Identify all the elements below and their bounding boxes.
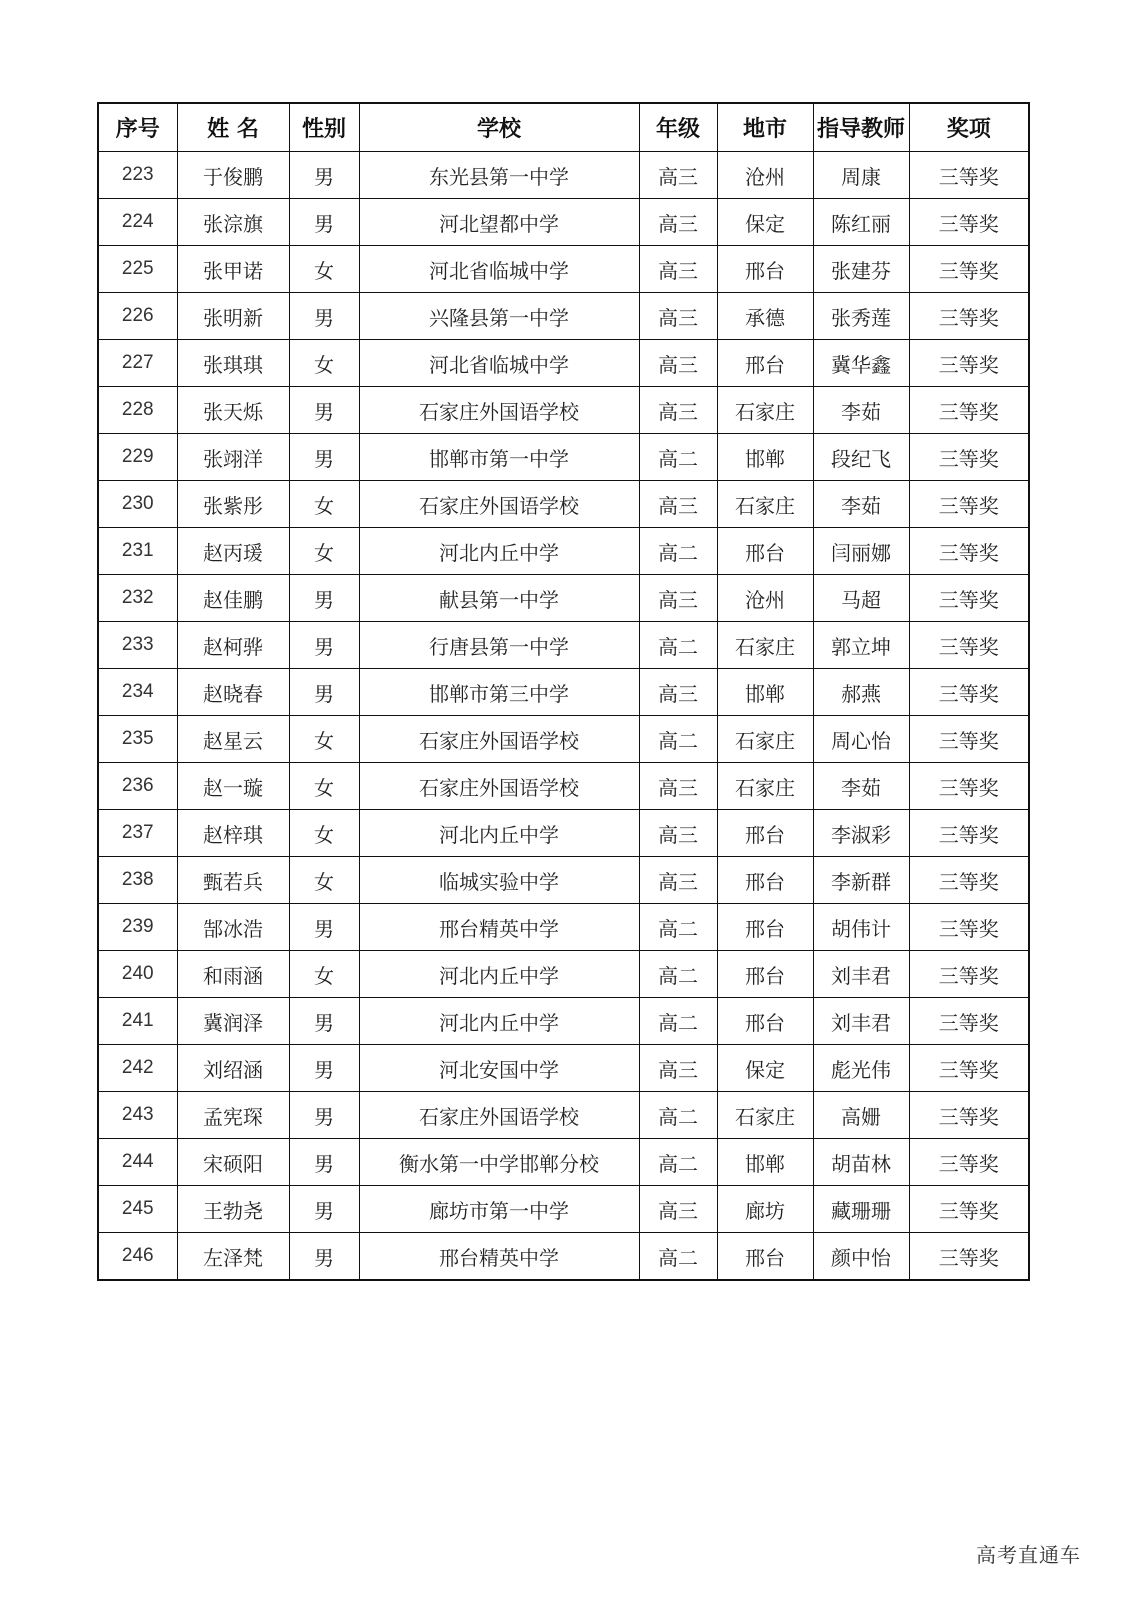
cell-award: 三等奖 <box>909 152 1029 199</box>
cell-gender: 女 <box>289 763 359 810</box>
cell-name: 赵晓春 <box>177 669 289 716</box>
cell-grade: 高三 <box>639 810 717 857</box>
cell-grade: 高三 <box>639 481 717 528</box>
cell-index: 243 <box>98 1092 177 1139</box>
cell-index: 236 <box>98 763 177 810</box>
cell-grade: 高三 <box>639 669 717 716</box>
cell-award: 三等奖 <box>909 1139 1029 1186</box>
header-grade: 年级 <box>639 103 717 152</box>
table-row <box>98 246 1029 293</box>
table-row <box>98 904 1029 951</box>
cell-city: 邯郸 <box>717 434 813 481</box>
cell-name: 赵柯骅 <box>177 622 289 669</box>
cell-gender: 女 <box>289 857 359 904</box>
cell-school: 河北省临城中学 <box>359 246 639 293</box>
table-row <box>98 199 1029 246</box>
cell-grade: 高三 <box>639 857 717 904</box>
cell-city: 邢台 <box>717 246 813 293</box>
cell-school: 邯郸市第一中学 <box>359 434 639 481</box>
cell-grade: 高二 <box>639 1092 717 1139</box>
cell-index: 235 <box>98 716 177 763</box>
cell-award: 三等奖 <box>909 575 1029 622</box>
cell-grade: 高三 <box>639 246 717 293</box>
cell-teacher: 周康 <box>813 152 909 199</box>
cell-grade: 高二 <box>639 528 717 575</box>
cell-gender: 男 <box>289 1045 359 1092</box>
cell-gender: 男 <box>289 904 359 951</box>
cell-name: 冀润泽 <box>177 998 289 1045</box>
cell-name: 宋硕阳 <box>177 1139 289 1186</box>
cell-index: 233 <box>98 622 177 669</box>
cell-teacher: 郭立坤 <box>813 622 909 669</box>
table-row <box>98 1139 1029 1186</box>
cell-city: 石家庄 <box>717 716 813 763</box>
table-row <box>98 152 1029 199</box>
cell-award: 三等奖 <box>909 246 1029 293</box>
cell-city: 保定 <box>717 1045 813 1092</box>
cell-school: 临城实验中学 <box>359 857 639 904</box>
cell-teacher: 马超 <box>813 575 909 622</box>
cell-teacher: 陈红丽 <box>813 199 909 246</box>
cell-grade: 高三 <box>639 152 717 199</box>
table-row <box>98 1186 1029 1233</box>
award-roster-table <box>97 102 1030 1281</box>
cell-city: 邢台 <box>717 857 813 904</box>
cell-grade: 高二 <box>639 716 717 763</box>
cell-award: 三等奖 <box>909 1045 1029 1092</box>
cell-name: 张琪琪 <box>177 340 289 387</box>
cell-award: 三等奖 <box>909 669 1029 716</box>
cell-grade: 高二 <box>639 1233 717 1281</box>
cell-gender: 男 <box>289 622 359 669</box>
table-row <box>98 340 1029 387</box>
cell-index: 224 <box>98 199 177 246</box>
cell-name: 左泽梵 <box>177 1233 289 1281</box>
cell-school: 石家庄外国语学校 <box>359 716 639 763</box>
cell-teacher: 刘丰君 <box>813 951 909 998</box>
cell-gender: 男 <box>289 152 359 199</box>
cell-grade: 高三 <box>639 199 717 246</box>
cell-city: 石家庄 <box>717 387 813 434</box>
cell-name: 张明新 <box>177 293 289 340</box>
cell-teacher: 张秀莲 <box>813 293 909 340</box>
cell-gender: 女 <box>289 810 359 857</box>
cell-index: 244 <box>98 1139 177 1186</box>
header-city: 地市 <box>717 103 813 152</box>
table-body <box>98 152 1029 1281</box>
cell-teacher: 李茹 <box>813 481 909 528</box>
cell-school: 衡水第一中学邯郸分校 <box>359 1139 639 1186</box>
cell-school: 邢台精英中学 <box>359 1233 639 1281</box>
cell-gender: 男 <box>289 387 359 434</box>
table-header <box>98 103 1029 152</box>
cell-city: 石家庄 <box>717 763 813 810</box>
cell-name: 张淙旗 <box>177 199 289 246</box>
cell-city: 沧州 <box>717 152 813 199</box>
cell-school: 河北省临城中学 <box>359 340 639 387</box>
cell-school: 东光县第一中学 <box>359 152 639 199</box>
cell-index: 239 <box>98 904 177 951</box>
cell-award: 三等奖 <box>909 1233 1029 1281</box>
cell-gender: 男 <box>289 199 359 246</box>
cell-school: 石家庄外国语学校 <box>359 763 639 810</box>
cell-school: 河北望都中学 <box>359 199 639 246</box>
cell-school: 石家庄外国语学校 <box>359 1092 639 1139</box>
cell-award: 三等奖 <box>909 434 1029 481</box>
cell-name: 赵星云 <box>177 716 289 763</box>
cell-teacher: 李茹 <box>813 763 909 810</box>
cell-grade: 高三 <box>639 387 717 434</box>
cell-city: 保定 <box>717 199 813 246</box>
cell-grade: 高三 <box>639 340 717 387</box>
cell-city: 邢台 <box>717 951 813 998</box>
cell-teacher: 郝燕 <box>813 669 909 716</box>
cell-teacher: 彪光伟 <box>813 1045 909 1092</box>
table-row <box>98 481 1029 528</box>
header-award: 奖项 <box>909 103 1029 152</box>
cell-school: 石家庄外国语学校 <box>359 387 639 434</box>
table-row <box>98 434 1029 481</box>
cell-grade: 高二 <box>639 434 717 481</box>
cell-gender: 女 <box>289 340 359 387</box>
cell-teacher: 胡伟计 <box>813 904 909 951</box>
table-row <box>98 1233 1029 1281</box>
cell-index: 225 <box>98 246 177 293</box>
cell-name: 甄若兵 <box>177 857 289 904</box>
cell-city: 沧州 <box>717 575 813 622</box>
cell-index: 241 <box>98 998 177 1045</box>
cell-grade: 高三 <box>639 1045 717 1092</box>
cell-name: 和雨涵 <box>177 951 289 998</box>
cell-gender: 男 <box>289 1139 359 1186</box>
table-row <box>98 716 1029 763</box>
cell-index: 232 <box>98 575 177 622</box>
cell-gender: 女 <box>289 951 359 998</box>
cell-name: 郜冰浩 <box>177 904 289 951</box>
cell-name: 赵一璇 <box>177 763 289 810</box>
cell-index: 227 <box>98 340 177 387</box>
cell-gender: 男 <box>289 1186 359 1233</box>
cell-teacher: 高姗 <box>813 1092 909 1139</box>
cell-index: 230 <box>98 481 177 528</box>
cell-award: 三等奖 <box>909 481 1029 528</box>
header-gender: 性别 <box>289 103 359 152</box>
cell-city: 邢台 <box>717 528 813 575</box>
cell-award: 三等奖 <box>909 340 1029 387</box>
cell-award: 三等奖 <box>909 716 1029 763</box>
cell-award: 三等奖 <box>909 810 1029 857</box>
cell-city: 石家庄 <box>717 481 813 528</box>
cell-index: 246 <box>98 1233 177 1281</box>
header-school: 学校 <box>359 103 639 152</box>
header-index: 序号 <box>98 103 177 152</box>
table-row <box>98 528 1029 575</box>
cell-school: 石家庄外国语学校 <box>359 481 639 528</box>
cell-index: 242 <box>98 1045 177 1092</box>
cell-grade: 高二 <box>639 622 717 669</box>
cell-name: 张天烁 <box>177 387 289 434</box>
table-row <box>98 1092 1029 1139</box>
cell-school: 廊坊市第一中学 <box>359 1186 639 1233</box>
cell-gender: 女 <box>289 716 359 763</box>
cell-index: 228 <box>98 387 177 434</box>
cell-teacher: 胡苗林 <box>813 1139 909 1186</box>
cell-city: 邢台 <box>717 998 813 1045</box>
cell-name: 刘绍涵 <box>177 1045 289 1092</box>
cell-gender: 男 <box>289 1092 359 1139</box>
table-row <box>98 857 1029 904</box>
cell-index: 231 <box>98 528 177 575</box>
table-row <box>98 998 1029 1045</box>
cell-school: 河北内丘中学 <box>359 810 639 857</box>
cell-city: 邯郸 <box>717 1139 813 1186</box>
cell-name: 赵丙瑗 <box>177 528 289 575</box>
header-row <box>98 103 1029 152</box>
cell-city: 廊坊 <box>717 1186 813 1233</box>
cell-teacher: 周心怡 <box>813 716 909 763</box>
cell-school: 献县第一中学 <box>359 575 639 622</box>
cell-gender: 男 <box>289 434 359 481</box>
cell-teacher: 藏珊珊 <box>813 1186 909 1233</box>
cell-grade: 高三 <box>639 575 717 622</box>
cell-city: 邢台 <box>717 1233 813 1281</box>
cell-index: 237 <box>98 810 177 857</box>
cell-name: 张甲诺 <box>177 246 289 293</box>
cell-city: 承德 <box>717 293 813 340</box>
cell-award: 三等奖 <box>909 199 1029 246</box>
cell-school: 河北内丘中学 <box>359 998 639 1045</box>
cell-name: 孟宪琛 <box>177 1092 289 1139</box>
cell-gender: 男 <box>289 1233 359 1281</box>
cell-city: 石家庄 <box>717 1092 813 1139</box>
cell-award: 三等奖 <box>909 387 1029 434</box>
cell-teacher: 冀华鑫 <box>813 340 909 387</box>
table-row <box>98 951 1029 998</box>
table-row <box>98 669 1029 716</box>
cell-award: 三等奖 <box>909 951 1029 998</box>
cell-grade: 高三 <box>639 763 717 810</box>
cell-award: 三等奖 <box>909 528 1029 575</box>
cell-index: 234 <box>98 669 177 716</box>
cell-city: 邢台 <box>717 810 813 857</box>
cell-award: 三等奖 <box>909 1092 1029 1139</box>
cell-school: 邯郸市第三中学 <box>359 669 639 716</box>
cell-city: 邯郸 <box>717 669 813 716</box>
cell-award: 三等奖 <box>909 857 1029 904</box>
cell-gender: 男 <box>289 575 359 622</box>
cell-award: 三等奖 <box>909 763 1029 810</box>
header-name: 姓 名 <box>177 103 289 152</box>
cell-teacher: 闫丽娜 <box>813 528 909 575</box>
cell-school: 行唐县第一中学 <box>359 622 639 669</box>
cell-index: 245 <box>98 1186 177 1233</box>
cell-award: 三等奖 <box>909 998 1029 1045</box>
cell-award: 三等奖 <box>909 293 1029 340</box>
cell-name: 张紫彤 <box>177 481 289 528</box>
cell-grade: 高二 <box>639 1139 717 1186</box>
cell-gender: 男 <box>289 669 359 716</box>
cell-teacher: 张建芬 <box>813 246 909 293</box>
cell-award: 三等奖 <box>909 1186 1029 1233</box>
cell-teacher: 段纪飞 <box>813 434 909 481</box>
cell-school: 邢台精英中学 <box>359 904 639 951</box>
cell-name: 张翊洋 <box>177 434 289 481</box>
cell-teacher: 李新群 <box>813 857 909 904</box>
cell-teacher: 颜中怡 <box>813 1233 909 1281</box>
cell-grade: 高二 <box>639 904 717 951</box>
cell-index: 226 <box>98 293 177 340</box>
cell-gender: 女 <box>289 481 359 528</box>
cell-gender: 男 <box>289 998 359 1045</box>
table-row <box>98 1045 1029 1092</box>
cell-gender: 女 <box>289 528 359 575</box>
table-row <box>98 622 1029 669</box>
table-row <box>98 293 1029 340</box>
cell-index: 229 <box>98 434 177 481</box>
table-row <box>98 575 1029 622</box>
table-row <box>98 810 1029 857</box>
cell-name: 赵佳鹏 <box>177 575 289 622</box>
cell-city: 邢台 <box>717 340 813 387</box>
cell-school: 河北安国中学 <box>359 1045 639 1092</box>
table-row <box>98 763 1029 810</box>
cell-school: 兴隆县第一中学 <box>359 293 639 340</box>
cell-teacher: 李茹 <box>813 387 909 434</box>
cell-index: 223 <box>98 152 177 199</box>
cell-gender: 女 <box>289 246 359 293</box>
cell-index: 240 <box>98 951 177 998</box>
cell-name: 于俊鹏 <box>177 152 289 199</box>
table-row <box>98 387 1029 434</box>
cell-name: 赵梓琪 <box>177 810 289 857</box>
cell-award: 三等奖 <box>909 904 1029 951</box>
cell-gender: 男 <box>289 293 359 340</box>
cell-index: 238 <box>98 857 177 904</box>
cell-grade: 高二 <box>639 951 717 998</box>
cell-grade: 高三 <box>639 293 717 340</box>
cell-school: 河北内丘中学 <box>359 528 639 575</box>
cell-name: 王勃尧 <box>177 1186 289 1233</box>
cell-teacher: 刘丰君 <box>813 998 909 1045</box>
cell-grade: 高二 <box>639 998 717 1045</box>
header-teacher: 指导教师 <box>813 103 909 152</box>
cell-city: 石家庄 <box>717 622 813 669</box>
cell-city: 邢台 <box>717 904 813 951</box>
cell-teacher: 李淑彩 <box>813 810 909 857</box>
cell-school: 河北内丘中学 <box>359 951 639 998</box>
cell-grade: 高三 <box>639 1186 717 1233</box>
cell-award: 三等奖 <box>909 622 1029 669</box>
watermark-text: 高考直通车 <box>976 1543 1081 1567</box>
